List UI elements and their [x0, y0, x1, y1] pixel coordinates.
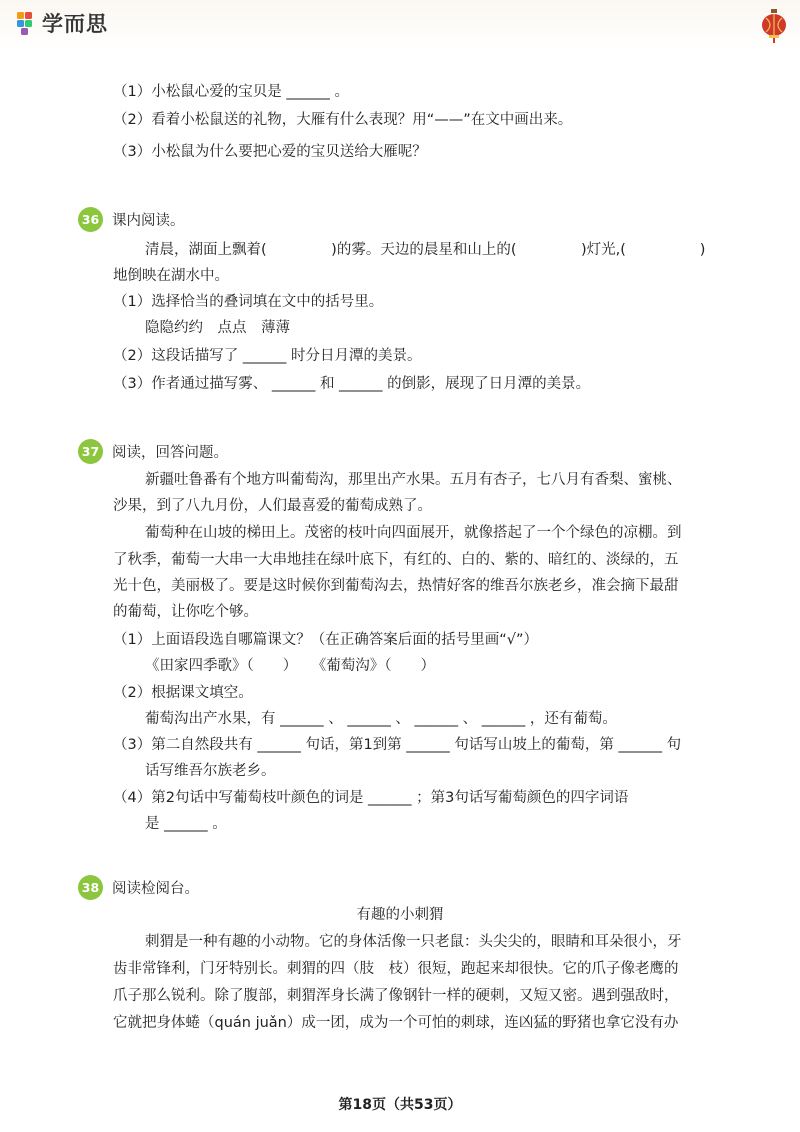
q37-item-3-cont: 话写维吾尔族老乡。: [145, 763, 276, 779]
q36-word-options: 隐隐约约 点点 薄薄: [145, 320, 290, 336]
q37-item-4: （4）第2句话中写葡萄枝叶颜色的词是 ______ ；第3句话写葡萄颜色的四字词语: [113, 790, 629, 806]
q37-item-2: （2）根据课文填空。: [113, 685, 253, 701]
q38-header: [78, 874, 199, 900]
q37-number-badge: 37: [78, 439, 103, 464]
q38-title: 阅读检阅台。: [112, 880, 199, 897]
q38-passage-line-1: 刺猬是一种有趣的小动物。它的身体活像一只老鼠：头尖尖的，眼睛和耳朵很小，牙: [145, 934, 682, 950]
q36-passage-line-1: 清晨，湖面上飘着( )的雾。天边的晨星和山上的( )灯光,( ): [145, 242, 706, 258]
q38-number-badge: 38: [78, 875, 103, 900]
q38-article-title: 有趣的小刺猬: [356, 907, 444, 923]
brand-name: 学而思: [42, 12, 108, 36]
q37-passage-line-5: 光十色，美丽极了。要是这时候你到葡萄沟去，热情好客的维吾尔族老乡，准会摘下最甜: [113, 578, 679, 594]
q36-title: 课内阅读。: [112, 212, 185, 229]
q37-passage-line-1: 新疆吐鲁番有个地方叫葡萄沟，那里出产水果。五月有杏子，七八月有香梨、蜜桃、: [145, 472, 682, 488]
lantern-icon: [760, 8, 788, 44]
top-bar: [0, 0, 800, 50]
q37-item-4-cont: 是 ______ 。: [145, 816, 227, 832]
q35-item-2: （2）看着小松鼠送的礼物，大雁有什么表现？用“——”在文中画出来。: [113, 112, 573, 128]
q36-passage-line-2: 地倒映在湖水中。: [113, 268, 229, 284]
q37-passage-line-4: 了秋季，葡萄一大串一大串地挂在绿叶底下，有红的、白的、紫的、暗红的、淡绿的，五: [113, 552, 679, 568]
q38-passage-line-3: 爪子那么锐利。除了腹部，刺猬浑身长满了像钢针一样的硬刺，又短又密。遇到强敌时，: [113, 988, 679, 1004]
q37-passage-line-2: 沙果，到了八九月份，人们最喜爱的葡萄成熟了。: [113, 498, 432, 514]
brand-logo: [16, 9, 108, 37]
q38-passage-line-4: 它就把身体蜷（quán juǎn）成一团，成为一个可怕的刺球，连凶猛的野猪也拿它没有办: [113, 1015, 679, 1031]
q36-item-1: （1）选择恰当的叠词填在文中的括号里。: [113, 294, 384, 310]
q36-number-badge: 36: [78, 207, 103, 232]
q36-item-2: （2）这段话描写了 ______ 时分日月潭的美景。: [113, 348, 422, 364]
q37-header: [78, 438, 228, 464]
q35-item-3: （3）小松鼠为什么要把心爱的宝贝送给大雁呢？: [113, 144, 427, 160]
q37-passage-line-6: 的葡萄，让你吃个够。: [113, 604, 258, 620]
page-number: 第18页（共53页）: [338, 1097, 462, 1113]
brand-logo-icon: [16, 11, 38, 35]
q36-item-3: （3）作者通过描写雾、 ______ 和 ______ 的倒影，展现了日月潭的美景。: [113, 376, 591, 392]
q37-item-1: （1）上面语段选自哪篇课文？（在正确答案后面的括号里画“√”）: [113, 632, 538, 648]
q36-header: [78, 206, 185, 232]
q35-item-1: （1）小松鼠心爱的宝贝是 ______ 。: [113, 84, 349, 100]
q37-title: 阅读，回答问题。: [112, 444, 228, 461]
q38-passage-line-2: 齿非常锋利，门牙特别长。刺猬的四（肢 枝）很短，跑起来却很快。它的爪子像老鹰的: [113, 961, 679, 977]
q37-item-3: （3）第二自然段共有 ______ 句话，第1到第 ______ 句话写山坡上的葡萄，第 ______ 句: [113, 737, 682, 753]
q37-item-1-options: 《田家四季歌》（ ） 《葡萄沟》（ ）: [145, 658, 435, 674]
q37-passage-line-3: 葡萄种在山坡的梯田上。茂密的枝叶向四面展开，就像搭起了一个个绿色的凉棚。到: [145, 525, 682, 541]
q37-item-2-fill: 葡萄沟出产水果，有 ______ 、 ______ 、 ______ 、 ______ ，还有葡萄。: [145, 711, 617, 727]
